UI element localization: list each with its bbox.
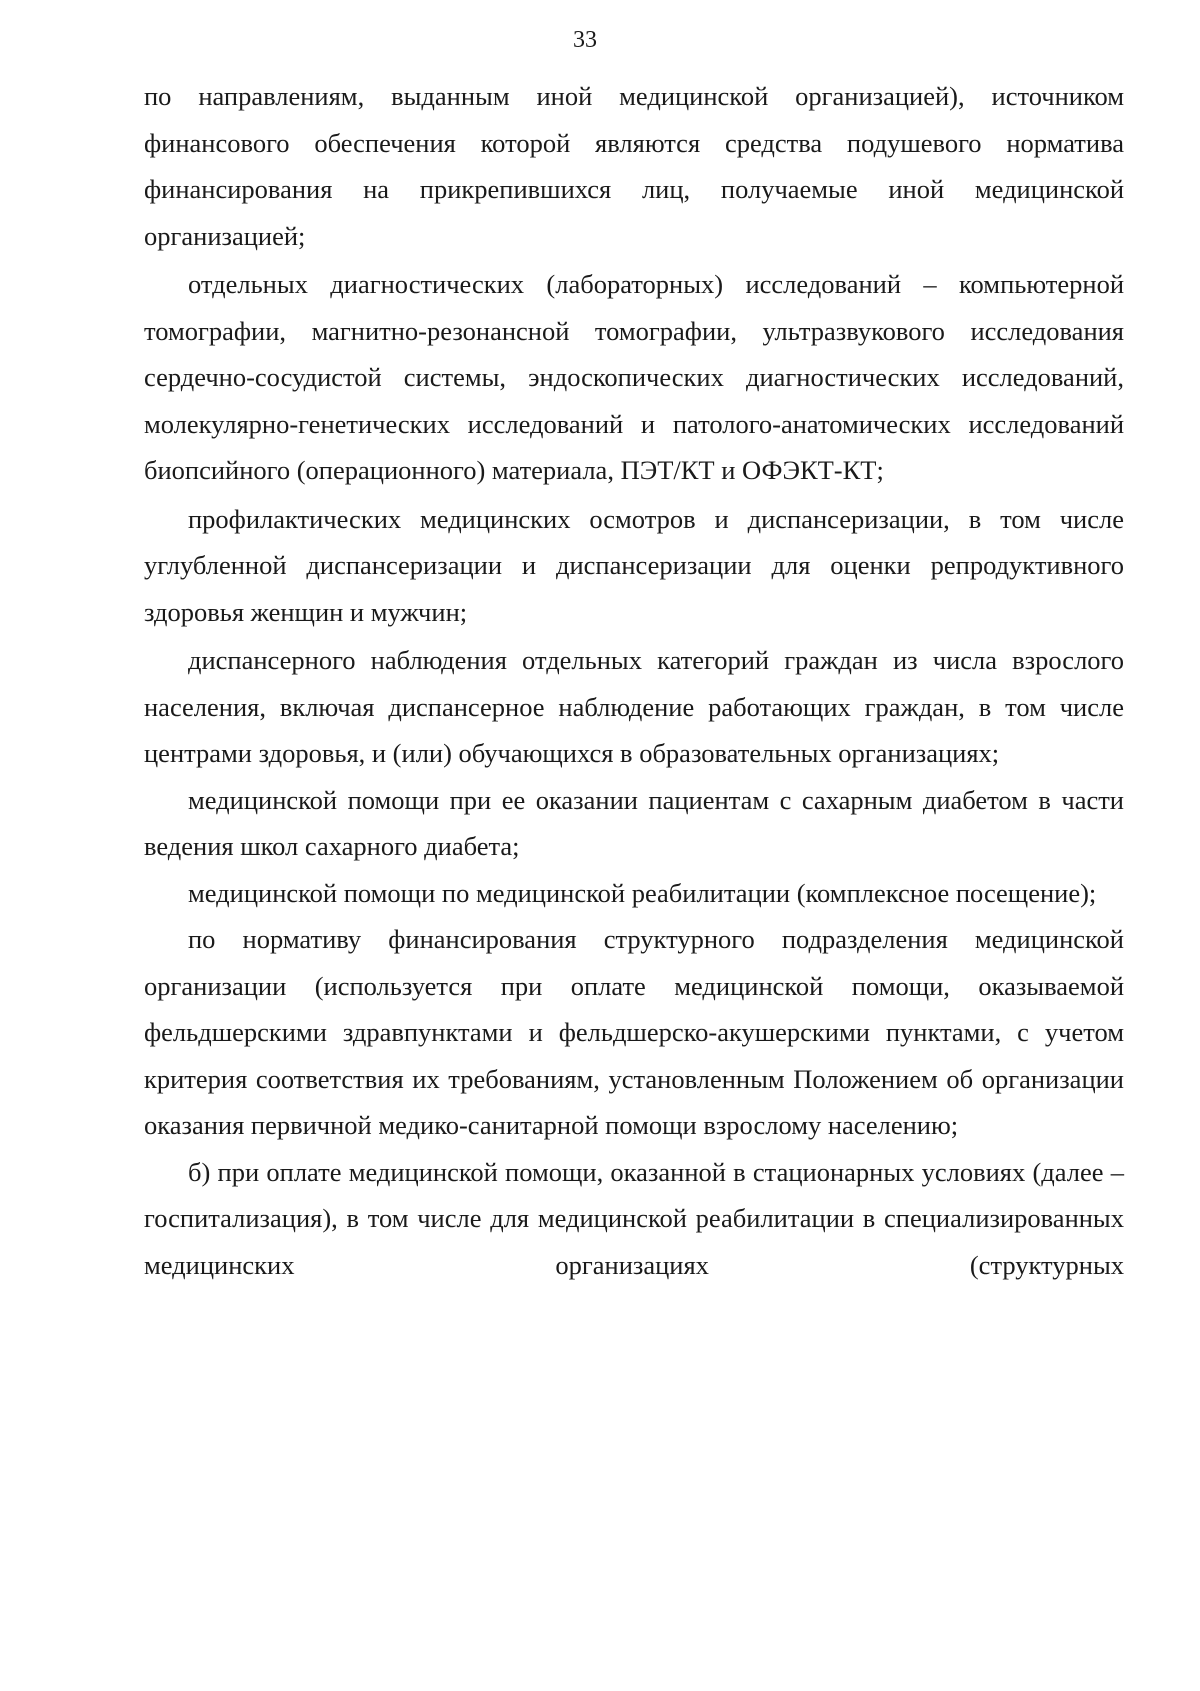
paragraph-3: профилактических медицинских осмотров и диспансеризации, в том числе углубленной диспансеризации и диспансеризации для оценки репродуктивного здоровья женщин и мужчин; xyxy=(144,503,1124,627)
paragraph-6: медицинской помощи по медицинской реабилитации (комплексное посещение); xyxy=(188,877,1097,908)
document-body xyxy=(144,73,1124,1288)
paragraph-4: диспансерного наблюдения отдельных категорий граждан из числа взрослого населения, включая диспансерное наблюдение работающих граждан, в том числе центрами здоровья, и (или) обучающихся в образовательных организациях; xyxy=(144,645,1124,768)
paragraph-7: по нормативу финансирования структурного подразделения медицинской организации (используется при оплате медицинской помощи, оказываемой фельдшерскими здравпунктами и фельдшерско-акушерскими пунктами, с учетом критерия соответствия их требованиям, установленным Положением об организации оказания первичной медико-санитарной помощи взрослому населению; xyxy=(144,924,1124,1140)
paragraph-5: медицинской помощи при ее оказании пациентам с сахарным диабетом в части ведения школ сахарного диабета; xyxy=(144,784,1124,861)
paragraph-1: по направлениям, выданным иной медицинской организацией), источником финансового обеспечения которой являются средства подушевого норматива финансирования на прикрепившихся лиц, получаемые иной медицинской организацией; xyxy=(144,81,1124,251)
page-number: 33 xyxy=(573,27,597,53)
paragraph-2: отдельных диагностических (лабораторных) исследований – компьютерной томографии, магнитно-резонансной томографии, ультразвукового исследования сердечно-сосудистой системы, эндоскопических диагностических исследований, молекулярно-генетических исследований и патолого-анатомических исследований биопсийного (операционного) материала, ПЭТ/КТ и ОФЭКТ-КТ; xyxy=(144,269,1124,485)
paragraph-8: б) при оплате медицинской помощи, оказанной в стационарных условиях (далее – госпитализация), в том числе для медицинской реабилитации в специализированных медицинских организациях (структурных xyxy=(144,1156,1124,1280)
